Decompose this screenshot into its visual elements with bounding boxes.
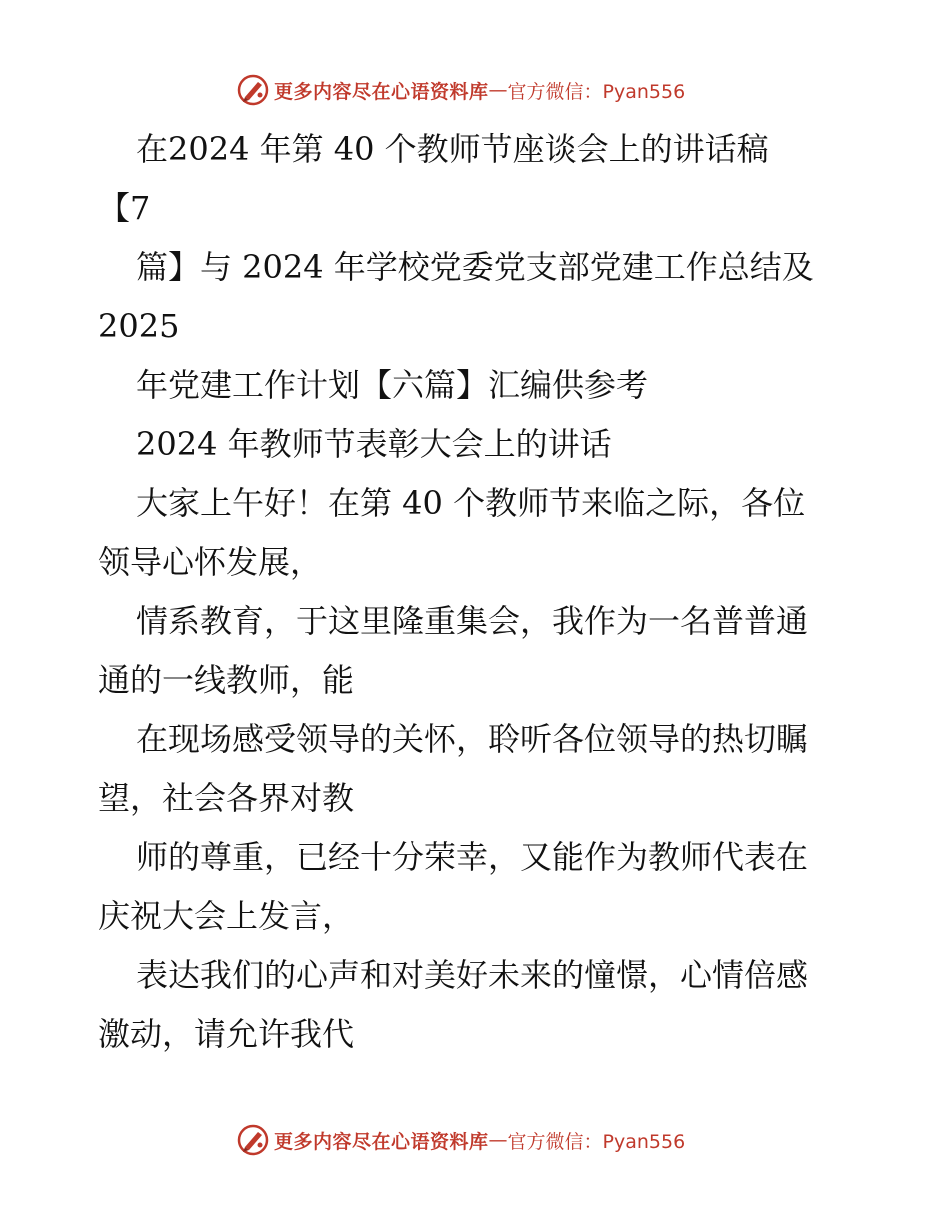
watermark-wechat: 官方微信：Pyan556 [507, 80, 686, 103]
footer-watermark [236, 1122, 685, 1158]
document-body [98, 120, 858, 1064]
document-line: 师的尊重，已经十分荣幸，又能作为教师代表在 [136, 838, 809, 876]
watermark-text: 更多内容尽在心语资料库 [274, 1130, 489, 1153]
header-watermark [236, 72, 685, 108]
document-line: 表达我们的心声和对美好未来的憧憬，心情倍感 [136, 956, 809, 994]
pen-logo-icon [236, 1123, 270, 1157]
watermark-wechat: 官方微信：Pyan556 [507, 1130, 686, 1153]
document-line: 通的一线教师，能 [98, 661, 355, 699]
document-line: 情系教育，于这里隆重集会，我作为一名普普通 [136, 602, 809, 640]
document-line: 【7 [98, 189, 151, 227]
document-line: 2024 年教师节表彰大会上的讲话 [136, 425, 612, 463]
document-line: 在现场感受领导的关怀，聆听各位领导的热切瞩 [136, 720, 809, 758]
document-line: 在2024 年第 40 个教师节座谈会上的讲话稿 [136, 130, 769, 168]
document-line: 领导心怀发展， [98, 543, 323, 581]
document-line: 望，社会各界对教 [98, 779, 355, 817]
document-line: 大家上午好！在第 40 个教师节来临之际，各位 [136, 484, 806, 522]
document-line: 2025 [98, 307, 180, 345]
document-line: 篇】与 2024 年学校党委党支部党建工作总结及 [136, 248, 814, 286]
pen-logo-icon [236, 73, 270, 107]
watermark-dash: — [488, 79, 508, 101]
document-line: 庆祝大会上发言， [98, 897, 355, 935]
watermark-text: 更多内容尽在心语资料库 [274, 80, 489, 103]
watermark-dash: — [488, 1129, 508, 1151]
document-line: 年党建工作计划【六篇】汇编供参考 [136, 366, 649, 404]
document-line: 激动，请允许我代 [98, 1015, 355, 1053]
